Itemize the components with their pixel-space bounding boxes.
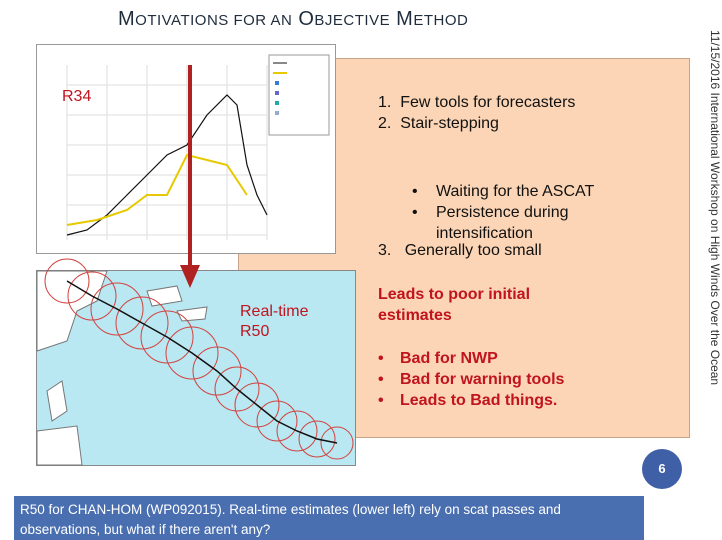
red-arrow: [180, 60, 220, 290]
land-islands: [147, 286, 207, 321]
r34-label: R34: [62, 88, 92, 105]
bullet-item: • Waiting for the ASCAT: [412, 183, 595, 200]
land-luzon: [37, 426, 82, 465]
slide-title: MOTIVATIONS FOR AN OBJECTIVE METHOD: [118, 8, 469, 30]
bullet-item: • Bad for NWP: [378, 350, 498, 367]
bullet-list-1: [412, 181, 612, 244]
bullet-item: • Leads to Bad things.: [378, 392, 558, 409]
list-item: 1. Few tools for forecasters: [378, 94, 576, 111]
chart-legend: [269, 55, 329, 135]
bullet-item: • Bad for warning tools: [378, 371, 565, 388]
r50-track-map: [36, 270, 356, 466]
map-svg: [37, 271, 355, 465]
bullet-list-2: [378, 348, 638, 411]
page-number-badge: 6: [642, 449, 682, 489]
slide-date: 11/15/2016: [708, 30, 722, 90]
notes-caption: R50 for CHAN-HOM (WP092015). Real-time estimates (lower left) rely on scat passes and observations, but what if there aren't any?: [14, 496, 644, 540]
bullet-item: • Persistence during intensification: [412, 204, 569, 242]
list-item: 2. Stair-stepping: [378, 115, 499, 132]
best-track-line: [67, 95, 267, 235]
numbered-item-3: 3. Generally too small: [378, 242, 542, 259]
numbered-list-1: [378, 92, 575, 134]
leads-heading: Leads to poor initial estimates: [378, 286, 531, 324]
land-taiwan: [47, 381, 67, 421]
side-footer: [706, 30, 722, 510]
chart-grid: [67, 65, 267, 240]
realtime-r50-label: Real-time R50: [240, 303, 309, 340]
workshop-name: International Workshop on High Winds Over the Ocean: [708, 92, 722, 386]
